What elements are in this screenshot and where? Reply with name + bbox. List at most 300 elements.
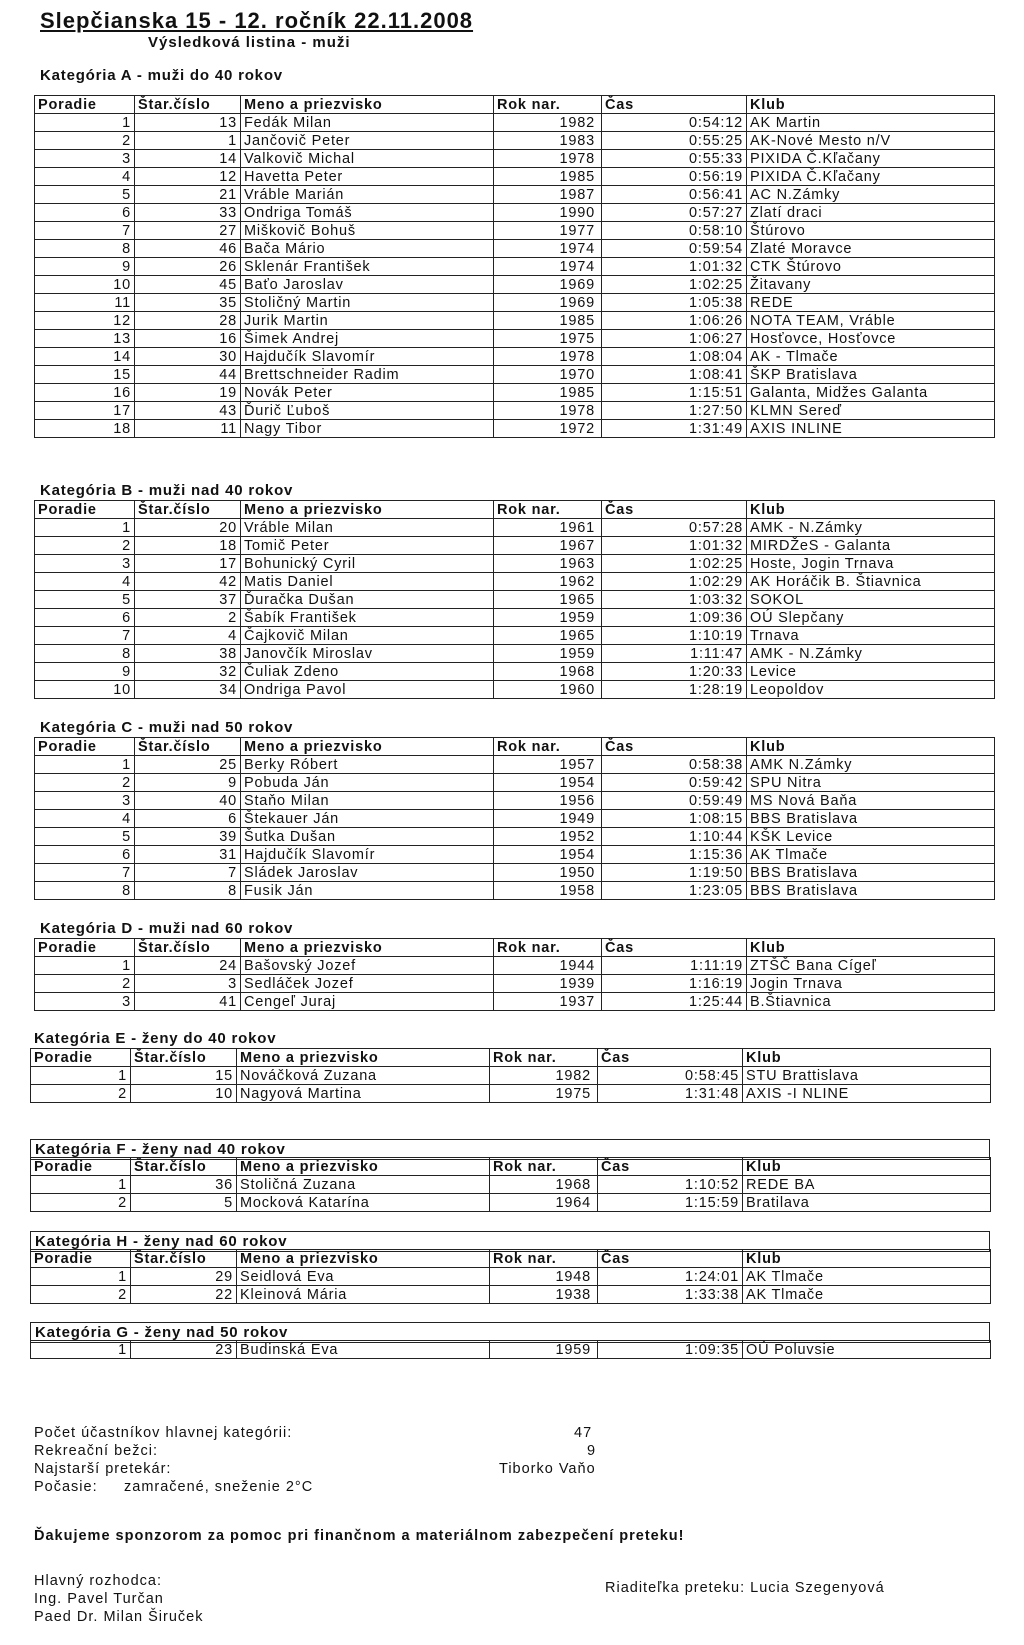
table-row	[31, 1194, 991, 1212]
rank-cell: 14	[35, 348, 135, 366]
finish-time-cell: 1:10:52	[598, 1176, 743, 1194]
bib-number-cell: 17	[135, 555, 241, 573]
birth-year-cell: 1968	[494, 663, 602, 681]
table-row	[31, 1176, 991, 1194]
rank-cell: 5	[35, 828, 135, 846]
birth-year-cell: 1944	[494, 957, 602, 975]
rank-cell: 7	[35, 627, 135, 645]
rank-cell: 4	[35, 168, 135, 186]
birth-year-cell: 1972	[494, 420, 602, 438]
club-cell: NOTA TEAM, Vráble	[747, 312, 995, 330]
athlete-name-cell: Kleinová Mária	[237, 1286, 490, 1304]
bib-number-cell: 6	[135, 810, 241, 828]
rank-cell: 9	[35, 663, 135, 681]
bib-number-cell: 24	[135, 957, 241, 975]
athlete-name-cell: Čajkovič Milan	[241, 627, 494, 645]
bib-number-cell: 18	[135, 537, 241, 555]
column-header: Meno a priezvisko	[241, 939, 494, 957]
results-table	[30, 1249, 991, 1304]
finish-time-cell: 1:06:26	[602, 312, 747, 330]
athlete-name-cell: Fusik Ján	[241, 882, 494, 900]
table-row	[35, 573, 995, 591]
birth-year-cell: 1990	[494, 204, 602, 222]
bib-number-cell: 31	[135, 846, 241, 864]
finish-time-cell: 1:31:49	[602, 420, 747, 438]
column-header: Rok nar.	[490, 1158, 598, 1176]
bib-number-cell: 13	[135, 114, 241, 132]
athlete-name-cell: Stoličná Zuzana	[237, 1176, 490, 1194]
birth-year-cell: 1974	[494, 240, 602, 258]
athlete-name-cell: Nagyová Martina	[237, 1085, 490, 1103]
finish-time-cell: 0:55:33	[602, 150, 747, 168]
rank-cell: 18	[35, 420, 135, 438]
finish-time-cell: 1:15:59	[598, 1194, 743, 1212]
birth-year-cell: 1965	[494, 627, 602, 645]
table-row	[31, 1268, 991, 1286]
column-header: Rok nar.	[494, 939, 602, 957]
table-row	[35, 957, 995, 975]
finish-time-cell: 1:10:44	[602, 828, 747, 846]
stats-value: Tiborko Vaňo	[499, 1461, 596, 1477]
birth-year-cell: 1961	[494, 519, 602, 537]
results-table	[34, 938, 995, 1011]
table-row	[31, 1341, 991, 1359]
table-row	[35, 645, 995, 663]
athlete-name-cell: Šimek Andrej	[241, 330, 494, 348]
rank-cell: 12	[35, 312, 135, 330]
column-header: Rok nar.	[490, 1250, 598, 1268]
column-header: Čas	[602, 96, 747, 114]
athlete-name-cell: Tomič Peter	[241, 537, 494, 555]
athlete-name-cell: Štekauer Ján	[241, 810, 494, 828]
athlete-name-cell: Matis Daniel	[241, 573, 494, 591]
column-header: Klub	[747, 939, 995, 957]
table-header-row	[35, 96, 995, 114]
athlete-name-cell: Bohunický Cyril	[241, 555, 494, 573]
category-title: Kategória A - muži do 40 rokov	[40, 67, 283, 84]
table-row	[35, 864, 995, 882]
finish-time-cell: 1:16:19	[602, 975, 747, 993]
finish-time-cell: 1:24:01	[598, 1268, 743, 1286]
club-cell: AK Tlmače	[747, 846, 995, 864]
bib-number-cell: 25	[135, 756, 241, 774]
judge-name: Paed Dr. Milan Širuček	[34, 1609, 204, 1625]
finish-time-cell: 0:59:42	[602, 774, 747, 792]
club-cell: ZTŠČ Bana Cígeľ	[747, 957, 995, 975]
finish-time-cell: 1:08:15	[602, 810, 747, 828]
club-cell: MS Nová Baňa	[747, 792, 995, 810]
table-row	[35, 756, 995, 774]
rank-cell: 5	[35, 591, 135, 609]
finish-time-cell: 1:28:19	[602, 681, 747, 699]
finish-time-cell: 0:58:45	[598, 1067, 743, 1085]
column-header: Klub	[747, 738, 995, 756]
rank-cell: 11	[35, 294, 135, 312]
club-cell: OÚ Slepčany	[747, 609, 995, 627]
club-cell: AK Horáčik B. Štiavnica	[747, 573, 995, 591]
bib-number-cell: 4	[135, 627, 241, 645]
bib-number-cell: 38	[135, 645, 241, 663]
club-cell: AK-Nové Mesto n/V	[747, 132, 995, 150]
birth-year-cell: 1960	[494, 681, 602, 699]
club-cell: BBS Bratislava	[747, 864, 995, 882]
table-row	[35, 240, 995, 258]
bib-number-cell: 36	[131, 1176, 237, 1194]
birth-year-cell: 1978	[494, 348, 602, 366]
bib-number-cell: 34	[135, 681, 241, 699]
table-row	[31, 1067, 991, 1085]
stats-value: 47	[574, 1425, 593, 1441]
bib-number-cell: 1	[135, 132, 241, 150]
column-header: Poradie	[31, 1158, 131, 1176]
bib-number-cell: 16	[135, 330, 241, 348]
bib-number-cell: 32	[135, 663, 241, 681]
column-header: Štar.číslo	[135, 501, 241, 519]
bib-number-cell: 9	[135, 774, 241, 792]
finish-time-cell: 1:09:36	[602, 609, 747, 627]
bib-number-cell: 39	[135, 828, 241, 846]
club-cell: SOKOL	[747, 591, 995, 609]
finish-time-cell: 1:08:04	[602, 348, 747, 366]
athlete-name-cell: Staňo Milan	[241, 792, 494, 810]
stats-label: Počet účastníkov hlavnej kategórii:	[34, 1425, 293, 1441]
rank-cell: 3	[35, 792, 135, 810]
athlete-name-cell: Cengeľ Juraj	[241, 993, 494, 1011]
table-header-row	[31, 1158, 991, 1176]
bib-number-cell: 14	[135, 150, 241, 168]
results-table	[34, 95, 995, 438]
page-subtitle: Výsledková listina - muži	[148, 34, 351, 51]
birth-year-cell: 1967	[494, 537, 602, 555]
club-cell: AMK - N.Zámky	[747, 645, 995, 663]
athlete-name-cell: Brettschneider Radim	[241, 366, 494, 384]
table-row	[35, 591, 995, 609]
athlete-name-cell: Nováčková Zuzana	[237, 1067, 490, 1085]
column-header: Klub	[743, 1250, 991, 1268]
column-header: Poradie	[31, 1250, 131, 1268]
table-row	[35, 828, 995, 846]
birth-year-cell: 1978	[494, 150, 602, 168]
table-row	[35, 114, 995, 132]
club-cell: Levice	[747, 663, 995, 681]
athlete-name-cell: Jurik Martin	[241, 312, 494, 330]
finish-time-cell: 1:11:19	[602, 957, 747, 975]
results-table	[34, 737, 995, 900]
table-row	[31, 1286, 991, 1304]
rank-cell: 2	[31, 1194, 131, 1212]
finish-time-cell: 1:23:05	[602, 882, 747, 900]
rank-cell: 10	[35, 276, 135, 294]
column-header: Poradie	[31, 1049, 131, 1067]
rank-cell: 6	[35, 609, 135, 627]
athlete-name-cell: Čuliak Zdeno	[241, 663, 494, 681]
athlete-name-cell: Sklenár František	[241, 258, 494, 276]
column-header: Klub	[747, 96, 995, 114]
finish-time-cell: 1:01:32	[602, 537, 747, 555]
column-header: Rok nar.	[494, 96, 602, 114]
column-header: Poradie	[35, 939, 135, 957]
athlete-name-cell: Havetta Peter	[241, 168, 494, 186]
club-cell: Zlaté Moravce	[747, 240, 995, 258]
finish-time-cell: 1:02:25	[602, 555, 747, 573]
column-header: Rok nar.	[494, 738, 602, 756]
athlete-name-cell: Bašovský Jozef	[241, 957, 494, 975]
rank-cell: 2	[35, 975, 135, 993]
bib-number-cell: 21	[135, 186, 241, 204]
table-row	[35, 204, 995, 222]
column-header: Meno a priezvisko	[237, 1158, 490, 1176]
birth-year-cell: 1982	[490, 1067, 598, 1085]
rank-cell: 4	[35, 573, 135, 591]
athlete-name-cell: Ďurič Ľuboš	[241, 402, 494, 420]
athlete-name-cell: Valkovič Michal	[241, 150, 494, 168]
column-header: Poradie	[35, 501, 135, 519]
birth-year-cell: 1982	[494, 114, 602, 132]
director-name: Lucia Szegenyová	[750, 1580, 885, 1596]
finish-time-cell: 0:58:38	[602, 756, 747, 774]
table-row	[35, 774, 995, 792]
column-header: Čas	[598, 1158, 743, 1176]
bib-number-cell: 41	[135, 993, 241, 1011]
athlete-name-cell: Vráble Marián	[241, 186, 494, 204]
club-cell: BBS Bratislava	[747, 882, 995, 900]
chief-judges	[34, 1572, 203, 1626]
athlete-name-cell: Seidlová Eva	[237, 1268, 490, 1286]
table-row	[35, 186, 995, 204]
table-row	[35, 975, 995, 993]
bib-number-cell: 19	[135, 384, 241, 402]
column-header: Meno a priezvisko	[241, 738, 494, 756]
birth-year-cell: 1959	[494, 645, 602, 663]
judge-name: Ing. Pavel Turčan	[34, 1591, 164, 1607]
finish-time-cell: 0:54:12	[602, 114, 747, 132]
rank-cell: 9	[35, 258, 135, 276]
birth-year-cell: 1968	[490, 1176, 598, 1194]
column-header: Čas	[598, 1049, 743, 1067]
column-header: Meno a priezvisko	[237, 1049, 490, 1067]
birth-year-cell: 1985	[494, 168, 602, 186]
column-header: Štar.číslo	[135, 96, 241, 114]
bib-number-cell: 5	[131, 1194, 237, 1212]
table-header-row	[31, 1250, 991, 1268]
table-row	[35, 132, 995, 150]
finish-time-cell: 1:01:32	[602, 258, 747, 276]
birth-year-cell: 1975	[490, 1085, 598, 1103]
athlete-name-cell: Jančovič Peter	[241, 132, 494, 150]
finish-time-cell: 0:57:28	[602, 519, 747, 537]
table-row	[35, 384, 995, 402]
finish-time-cell: 0:56:19	[602, 168, 747, 186]
bib-number-cell: 43	[135, 402, 241, 420]
athlete-name-cell: Sládek Jaroslav	[241, 864, 494, 882]
table-row	[35, 663, 995, 681]
table-row	[35, 882, 995, 900]
rank-cell: 3	[35, 555, 135, 573]
club-cell: SPU Nitra	[747, 774, 995, 792]
bib-number-cell: 3	[135, 975, 241, 993]
birth-year-cell: 1963	[494, 555, 602, 573]
bib-number-cell: 11	[135, 420, 241, 438]
athlete-name-cell: Berky Róbert	[241, 756, 494, 774]
bib-number-cell: 7	[135, 864, 241, 882]
rank-cell: 3	[35, 150, 135, 168]
table-row	[35, 993, 995, 1011]
finish-time-cell: 1:15:36	[602, 846, 747, 864]
athlete-name-cell: Ondriga Tomáš	[241, 204, 494, 222]
athlete-name-cell: Vráble Milan	[241, 519, 494, 537]
table-row	[35, 681, 995, 699]
club-cell: Žitavany	[747, 276, 995, 294]
table-row	[35, 168, 995, 186]
bib-number-cell: 37	[135, 591, 241, 609]
birth-year-cell: 1969	[494, 276, 602, 294]
stats-value: 9	[587, 1443, 597, 1459]
rank-cell: 1	[31, 1268, 131, 1286]
sponsor-thanks: Ďakujeme sponzorom za pomoc pri finančnom a materiálnom zabezpečení preteku!	[34, 1528, 685, 1544]
athlete-name-cell: Nagy Tibor	[241, 420, 494, 438]
athlete-name-cell: Fedák Milan	[241, 114, 494, 132]
club-cell: PIXIDA Č.Kľačany	[747, 150, 995, 168]
club-cell: PIXIDA Č.Kľačany	[747, 168, 995, 186]
table-row	[35, 258, 995, 276]
rank-cell: 8	[35, 240, 135, 258]
birth-year-cell: 1964	[490, 1194, 598, 1212]
birth-year-cell: 1970	[494, 366, 602, 384]
table-row	[35, 537, 995, 555]
column-header: Klub	[747, 501, 995, 519]
rank-cell: 2	[35, 537, 135, 555]
column-header: Štar.číslo	[131, 1049, 237, 1067]
column-header: Čas	[598, 1250, 743, 1268]
column-header: Klub	[743, 1049, 991, 1067]
rank-cell: 1	[35, 114, 135, 132]
column-header: Čas	[602, 501, 747, 519]
stats-value: zamračené, sneženie 2°C	[124, 1479, 314, 1495]
athlete-name-cell: Hajdučík Slavomír	[241, 846, 494, 864]
rank-cell: 7	[35, 222, 135, 240]
bib-number-cell: 40	[135, 792, 241, 810]
column-header: Čas	[602, 939, 747, 957]
birth-year-cell: 1958	[494, 882, 602, 900]
table-row	[35, 366, 995, 384]
rank-cell: 6	[35, 204, 135, 222]
club-cell: Štúrovo	[747, 222, 995, 240]
club-cell: BBS Bratislava	[747, 810, 995, 828]
club-cell: CTK Štúrovo	[747, 258, 995, 276]
rank-cell: 4	[35, 810, 135, 828]
bib-number-cell: 22	[131, 1286, 237, 1304]
table-row	[35, 519, 995, 537]
column-header: Poradie	[35, 96, 135, 114]
rank-cell: 3	[35, 993, 135, 1011]
birth-year-cell: 1962	[494, 573, 602, 591]
athlete-name-cell: Mocková Katarína	[237, 1194, 490, 1212]
column-header: Štar.číslo	[135, 738, 241, 756]
rank-cell: 1	[31, 1341, 131, 1359]
rank-cell: 1	[35, 957, 135, 975]
club-cell: STU Brattislava	[743, 1067, 991, 1085]
bib-number-cell: 15	[131, 1067, 237, 1085]
athlete-name-cell: Bača Mário	[241, 240, 494, 258]
race-director	[605, 1580, 885, 1596]
bib-number-cell: 26	[135, 258, 241, 276]
club-cell: AK Tlmače	[743, 1286, 991, 1304]
bib-number-cell: 2	[135, 609, 241, 627]
birth-year-cell: 1957	[494, 756, 602, 774]
table-row	[35, 294, 995, 312]
bib-number-cell: 35	[135, 294, 241, 312]
birth-year-cell: 1974	[494, 258, 602, 276]
rank-cell: 5	[35, 186, 135, 204]
rank-cell: 1	[35, 756, 135, 774]
club-cell: AK Martin	[747, 114, 995, 132]
club-cell: Hoste, Jogin Trnava	[747, 555, 995, 573]
judges-label: Hlavný rozhodca:	[34, 1573, 163, 1589]
club-cell: Zlatí draci	[747, 204, 995, 222]
bib-number-cell: 12	[135, 168, 241, 186]
rank-cell: 15	[35, 366, 135, 384]
athlete-name-cell: Budinská Eva	[237, 1341, 490, 1359]
club-cell: Leopoldov	[747, 681, 995, 699]
finish-time-cell: 1:02:25	[602, 276, 747, 294]
table-row	[35, 609, 995, 627]
athlete-name-cell: Ďuračka Dušan	[241, 591, 494, 609]
athlete-name-cell: Šabík František	[241, 609, 494, 627]
club-cell: MIRDŽeS - Galanta	[747, 537, 995, 555]
birth-year-cell: 1978	[494, 402, 602, 420]
finish-time-cell: 0:58:10	[602, 222, 747, 240]
column-header: Meno a priezvisko	[241, 501, 494, 519]
results-table	[30, 1157, 991, 1212]
athlete-name-cell: Janovčík Miroslav	[241, 645, 494, 663]
results-table	[34, 500, 995, 699]
bib-number-cell: 20	[135, 519, 241, 537]
results-table	[30, 1048, 991, 1103]
stats-label: Najstarší pretekár:	[34, 1461, 172, 1477]
table-header-row	[31, 1049, 991, 1067]
club-cell: Hosťovce, Hosťovce	[747, 330, 995, 348]
finish-time-cell: 1:33:38	[598, 1286, 743, 1304]
bib-number-cell: 29	[131, 1268, 237, 1286]
bib-number-cell: 33	[135, 204, 241, 222]
birth-year-cell: 1952	[494, 828, 602, 846]
rank-cell: 16	[35, 384, 135, 402]
athlete-name-cell: Šutka Dušan	[241, 828, 494, 846]
column-header: Rok nar.	[490, 1049, 598, 1067]
table-row	[35, 810, 995, 828]
table-row	[35, 150, 995, 168]
birth-year-cell: 1939	[494, 975, 602, 993]
birth-year-cell: 1983	[494, 132, 602, 150]
rank-cell: 2	[31, 1286, 131, 1304]
table-row	[35, 222, 995, 240]
birth-year-cell: 1950	[494, 864, 602, 882]
column-header: Čas	[602, 738, 747, 756]
rank-cell: 7	[35, 864, 135, 882]
rank-cell: 8	[35, 645, 135, 663]
table-row	[35, 555, 995, 573]
rank-cell: 17	[35, 402, 135, 420]
table-row	[35, 312, 995, 330]
rank-cell: 2	[35, 774, 135, 792]
athlete-name-cell: Baťo Jaroslav	[241, 276, 494, 294]
club-cell: AXIS INLINE	[747, 420, 995, 438]
rank-cell: 10	[35, 681, 135, 699]
category-title: Kategória C - muži nad 50 rokov	[40, 719, 294, 736]
birth-year-cell: 1985	[494, 384, 602, 402]
club-cell: Galanta, Midžes Galanta	[747, 384, 995, 402]
bib-number-cell: 44	[135, 366, 241, 384]
